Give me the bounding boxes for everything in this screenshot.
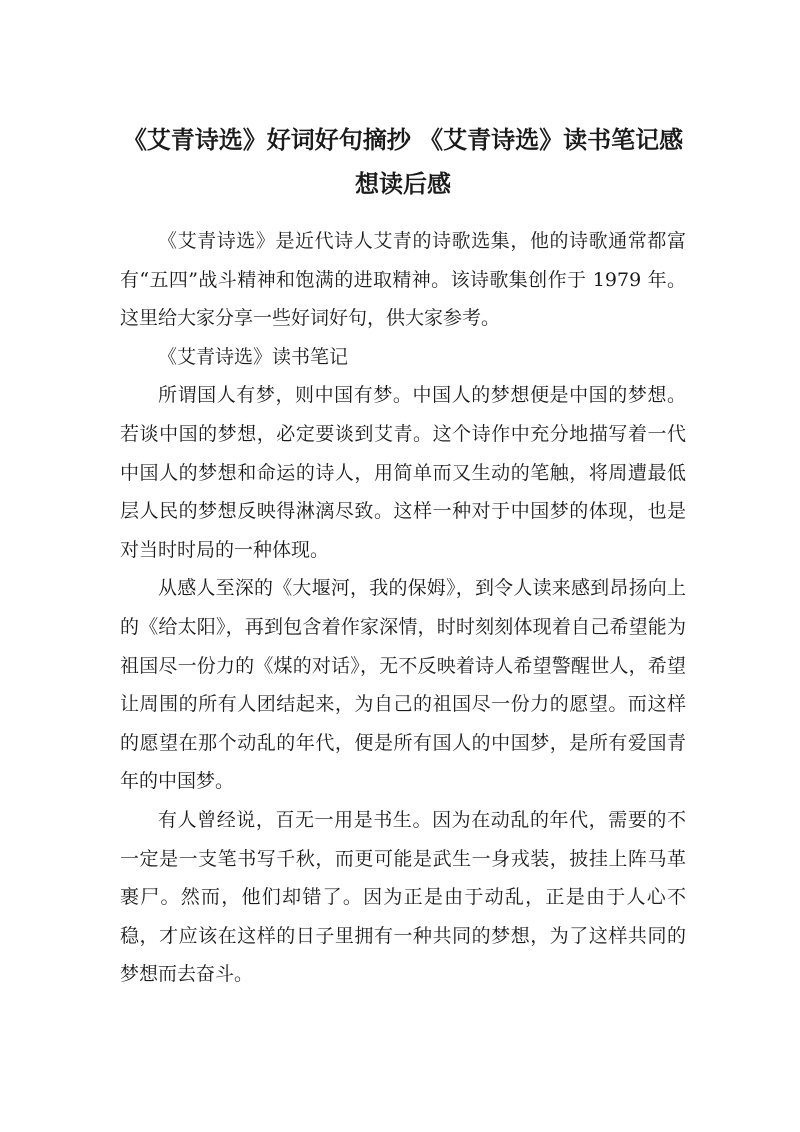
document-title: 《艾青诗选》好词好句摘抄 《艾青诗选》读书笔记感想读后感 bbox=[122, 125, 684, 198]
paragraph-poems: 从感人至深的《大堰河，我的保姆》，到令人读来感到昂扬向上的《给太阳》，再到包含着作家深情，时时刻刻体现着自己希望能为祖国尽一份力的《煤的对话》，无不反映着诗人希望警醒世人，希望让周围的所有人团结起来，为自己的祖国尽一份力的愿望。而这样的愿望在那个动乱的年代，便是所有国人的中国梦，是所有爱国青年的中国梦。 bbox=[120, 577, 686, 793]
paragraph-scholars: 有人曾经说，百无一用是书生。因为在动乱的年代，需要的不一定是一支笔书写千秋，而更可能是武生一身戎装，披挂上阵马革裹尸。然而，他们却错了。因为正是由于动乱，正是由于人心不稳，才应该在这样的日子里拥有一种共同的梦想，为了这样共同的梦想而去奋斗。 bbox=[120, 808, 686, 986]
document-body bbox=[120, 222, 686, 994]
section-heading-reading-notes: 《艾青诗选》读书笔记 bbox=[158, 345, 349, 368]
paragraph-intro: 《艾青诗选》是近代诗人艾青的诗歌选集，他的诗歌通常都富有“五四”战斗精神和饱满的进取精神。该诗歌集创作于 1979 年。这里给大家分享一些好词好句，供大家参考。 bbox=[120, 230, 686, 330]
paragraph-chinese-dream: 所谓国人有梦，则中国有梦。中国人的梦想便是中国的梦想。若谈中国的梦想，必定要谈到艾青。这个诗作中充分地描写着一代中国人的梦想和命运的诗人，用简单而又生动的笔触，将周遭最低层人民的梦想反映得淋漓尽致。这样一种对于中国梦的体现，也是对当时时局的一种体现。 bbox=[120, 384, 686, 561]
